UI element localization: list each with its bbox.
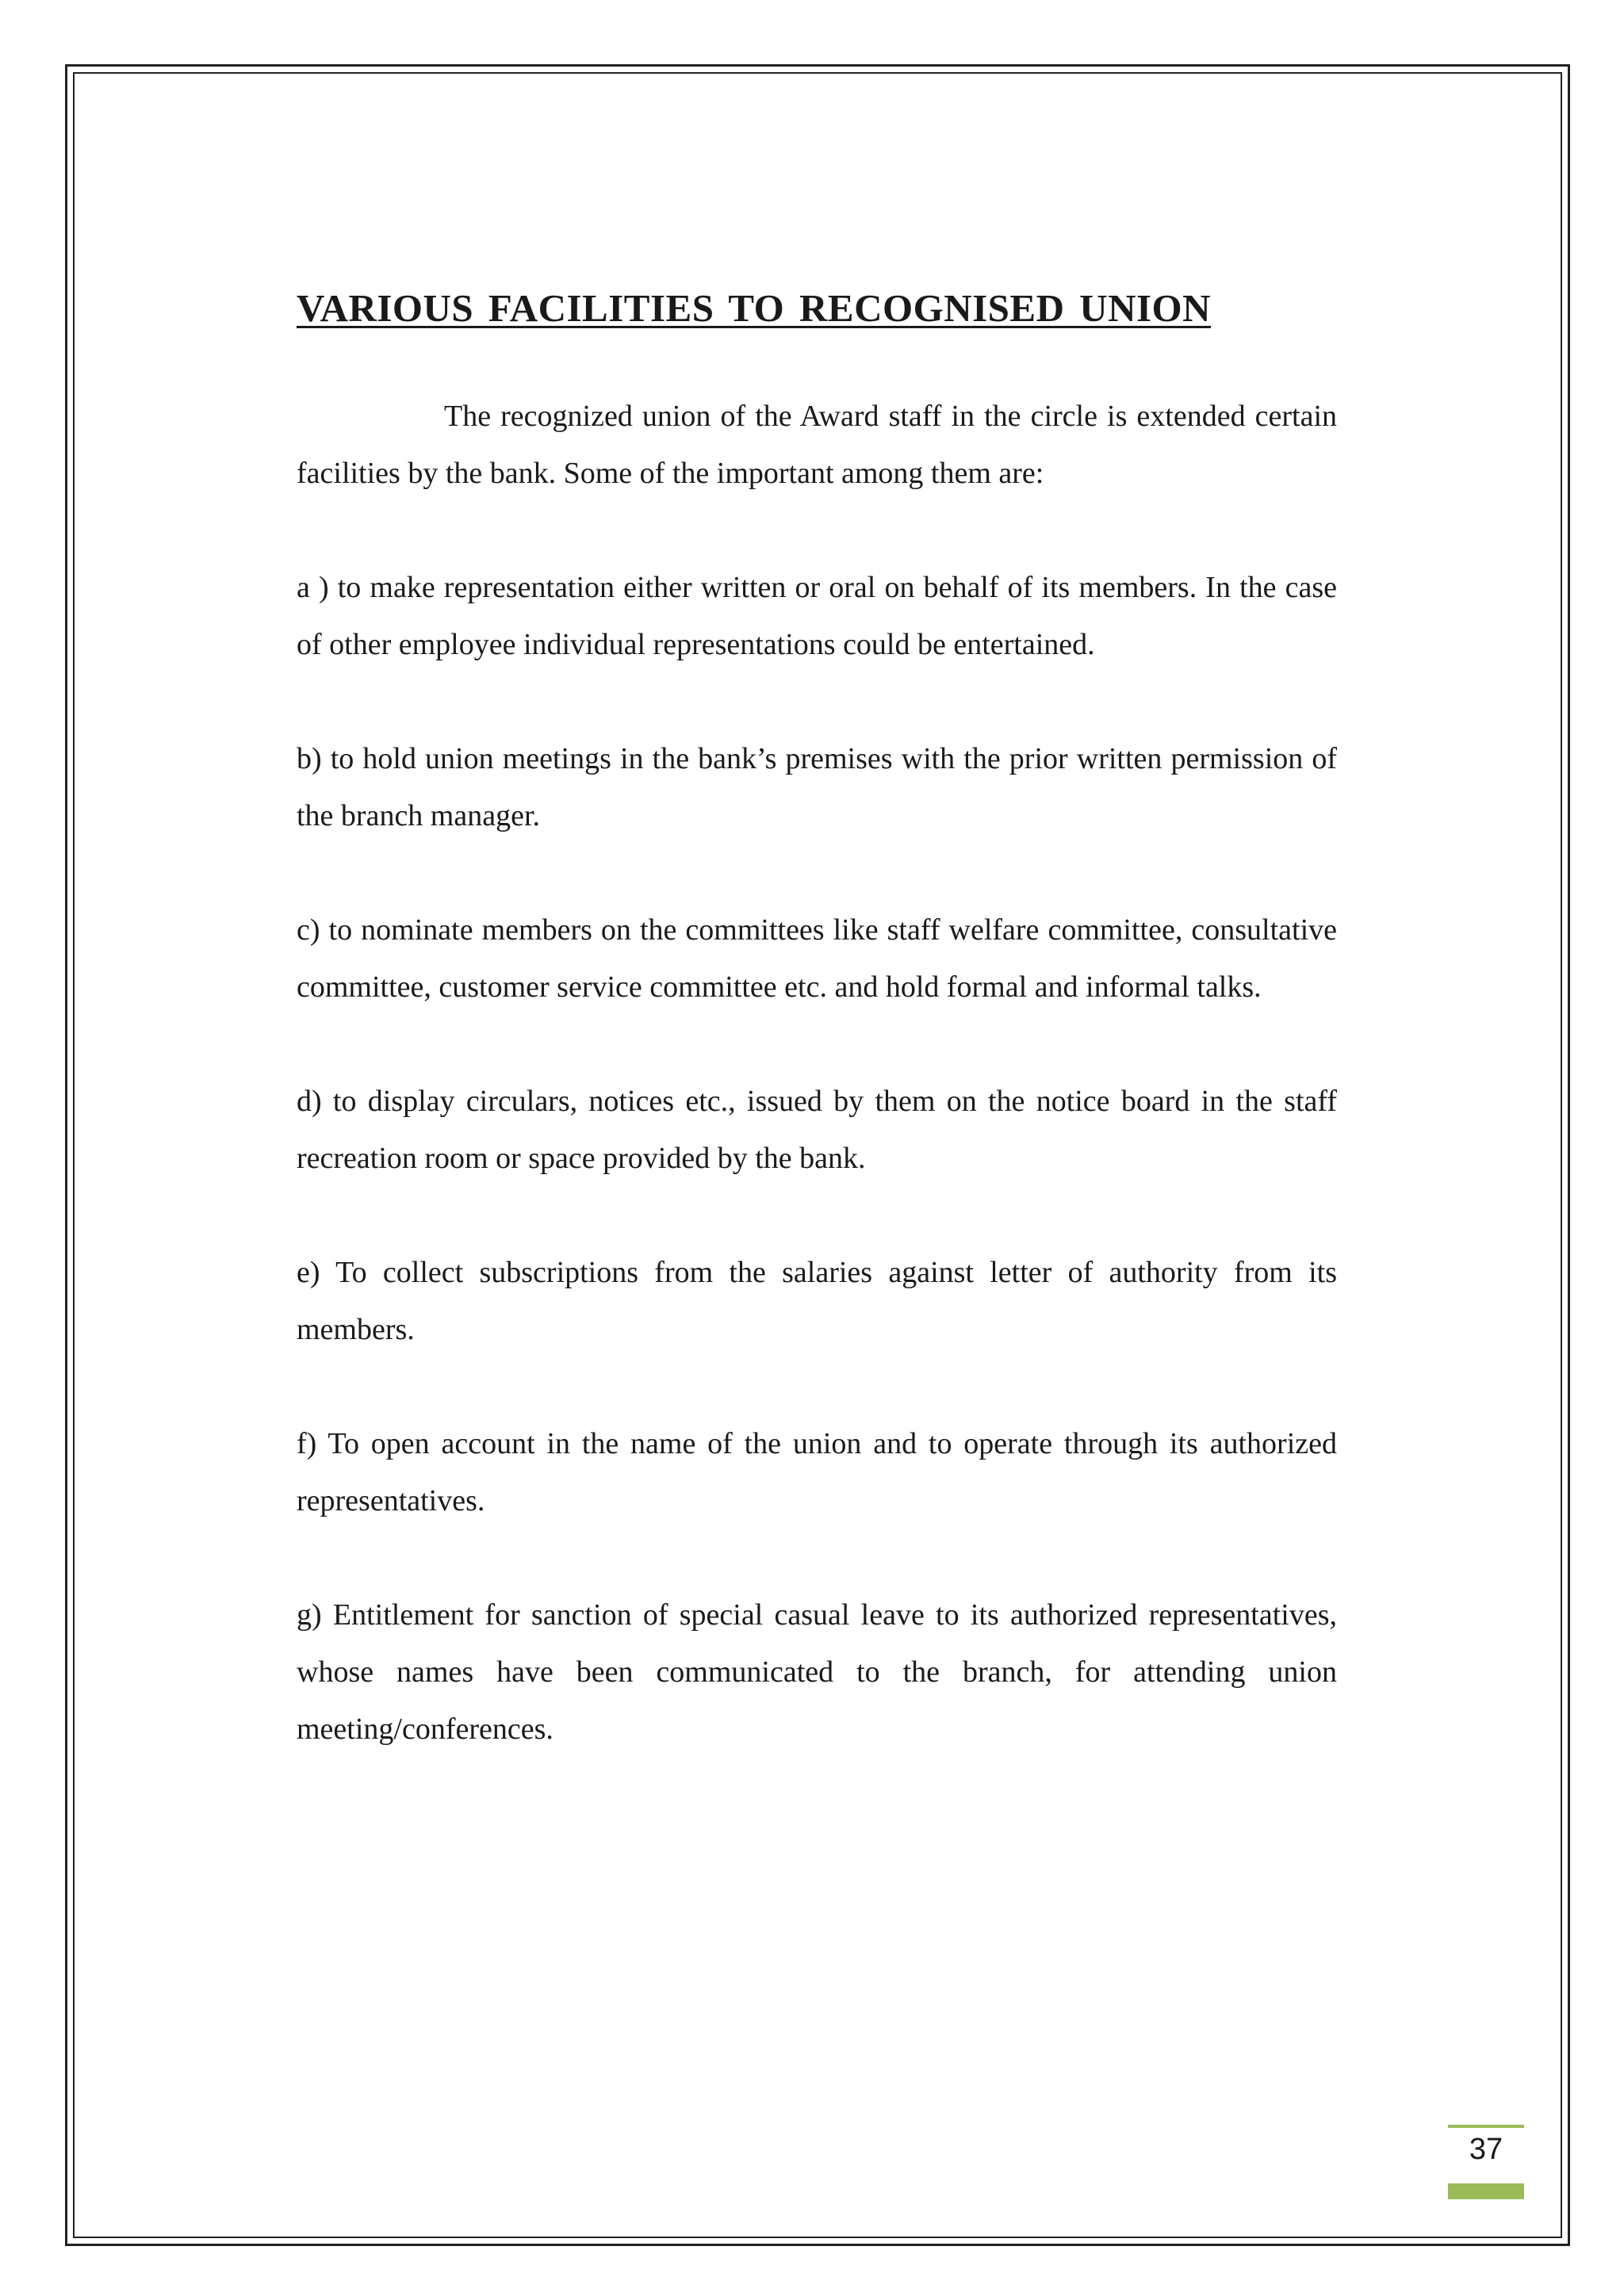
page-number: 37 bbox=[1469, 2133, 1503, 2166]
intro-paragraph: The recognized union of the Award staff in the circle is extended certain facilities by the bank. Some of the important among them are: bbox=[297, 399, 1337, 490]
document-body bbox=[297, 285, 1337, 1758]
facility-item-c: c) to nominate members on the committees like staff welfare committee, consultative committee, customer service committee etc. and hold formal and informal talks. bbox=[297, 913, 1337, 1004]
facility-item-g: g) Entitlement for sanction of special casual leave to its authorized representatives, whose names have been communicated to the branch, for attending union meeting/conferences. bbox=[297, 1598, 1337, 1746]
facility-item-b: b) to hold union meetings in the bank’s premises with the prior written permission of the branch manager. bbox=[297, 741, 1337, 832]
page-number-accent-bar bbox=[1448, 2183, 1524, 2199]
page-number-top-rule bbox=[1448, 2125, 1524, 2128]
facility-item-a: a ) to make representation either written or oral on behalf of its members. In the case of other employee individual representations could be entertained. bbox=[297, 570, 1337, 661]
facility-item-f: f) To open account in the name of the union and to operate through its authorized representatives. bbox=[297, 1426, 1337, 1517]
page-title: VARIOUS FACILITIES TO RECOGNISED UNION bbox=[297, 286, 1212, 330]
page-number-box bbox=[1448, 2125, 1524, 2183]
facility-item-d: d) to display circulars, notices etc., issued by them on the notice board in the staff recreation room or space provided by the bank. bbox=[297, 1084, 1337, 1175]
facility-item-e: e) To collect subscriptions from the salaries against letter of authority from its members. bbox=[297, 1255, 1337, 1346]
